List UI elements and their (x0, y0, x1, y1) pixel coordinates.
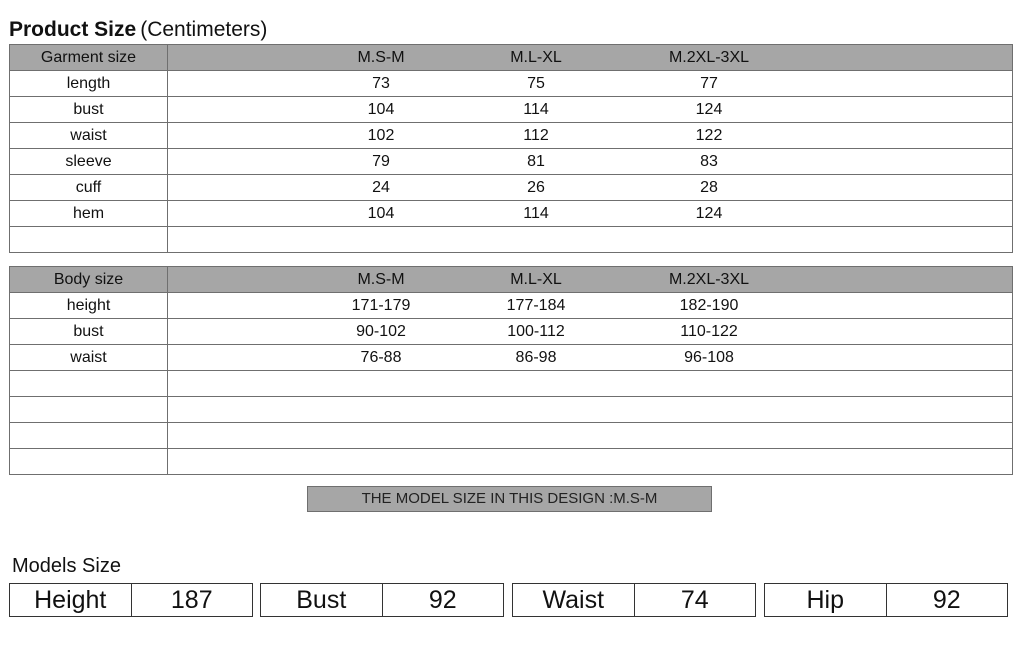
row-label: sleeve (10, 149, 168, 175)
size-value: 76-88 (360, 348, 402, 366)
value-cell (168, 149, 1013, 175)
empty-cell (10, 227, 168, 253)
size-column-header: M.S-M (357, 270, 405, 288)
model-measure-waist (512, 583, 756, 617)
size-value: 83 (700, 152, 718, 170)
size-value: 177-184 (506, 296, 566, 314)
size-value: 102 (367, 126, 395, 144)
size-value: 110-122 (680, 322, 738, 340)
size-value: 122 (695, 126, 723, 144)
model-measure-hip (764, 583, 1008, 617)
table-header-label: Garment size (10, 45, 168, 71)
row-label: waist (10, 123, 168, 149)
title-unit: (Centimeters) (140, 18, 268, 41)
value-cell (168, 201, 1013, 227)
model-measure-value: 92 (428, 585, 457, 614)
model-measure-label: Waist (513, 584, 635, 616)
size-value: 26 (527, 178, 545, 196)
value-cell (168, 71, 1013, 97)
model-measure-value: 92 (932, 585, 961, 614)
row-label: waist (10, 345, 168, 371)
models-size-title: Models Size (12, 555, 121, 577)
page-title (9, 18, 267, 42)
empty-cell (10, 423, 168, 449)
model-measure-bust (260, 583, 504, 617)
empty-cell (168, 449, 1013, 475)
garment-size-table (9, 44, 1013, 253)
size-value: 124 (695, 100, 723, 118)
table-row (10, 71, 1013, 97)
size-column-header: M.L-XL (510, 270, 562, 288)
model-measure-label: Height (10, 584, 132, 616)
body-size-table (9, 266, 1013, 475)
model-measure-value: 74 (680, 585, 709, 614)
empty-cell (168, 397, 1013, 423)
header-size-cell (168, 267, 1013, 293)
table-row (10, 149, 1013, 175)
empty-cell (10, 397, 168, 423)
empty-cell (168, 423, 1013, 449)
table-row (10, 201, 1013, 227)
size-value: 171-179 (351, 296, 411, 314)
model-measure-value: 187 (170, 585, 213, 614)
table-row (10, 175, 1013, 201)
size-column-header: M.2XL-3XL (668, 270, 750, 288)
model-measure-label: Bust (261, 584, 383, 616)
table-header-row (10, 45, 1013, 71)
empty-row (10, 227, 1013, 253)
table-header-label: Body size (10, 267, 168, 293)
empty-cell (10, 449, 168, 475)
row-label: bust (10, 319, 168, 345)
size-value: 104 (367, 100, 395, 118)
size-value: 81 (527, 152, 545, 170)
empty-row (10, 449, 1013, 475)
size-value: 79 (372, 152, 390, 170)
table-row (10, 319, 1013, 345)
value-cell (168, 293, 1013, 319)
table-row (10, 345, 1013, 371)
size-column-header: M.2XL-3XL (668, 48, 750, 66)
size-value: 24 (372, 178, 390, 196)
size-value: 182-190 (679, 296, 739, 314)
model-measure-label: Hip (765, 584, 887, 616)
table-row (10, 123, 1013, 149)
table-row (10, 97, 1013, 123)
row-label: hem (10, 201, 168, 227)
row-label: bust (10, 97, 168, 123)
model-measure-height (9, 583, 253, 617)
size-value: 100-112 (507, 322, 565, 340)
value-cell (168, 175, 1013, 201)
value-cell (168, 345, 1013, 371)
size-column-header: M.L-XL (510, 48, 562, 66)
value-cell (168, 123, 1013, 149)
size-value: 28 (700, 178, 718, 196)
header-size-cell (168, 45, 1013, 71)
empty-cell (168, 227, 1013, 253)
empty-cell (10, 371, 168, 397)
row-label: length (10, 71, 168, 97)
empty-row (10, 423, 1013, 449)
model-size-note: THE MODEL SIZE IN THIS DESIGN :M.S-M (307, 486, 712, 512)
value-cell (168, 319, 1013, 345)
row-label: height (10, 293, 168, 319)
empty-row (10, 397, 1013, 423)
empty-row (10, 371, 1013, 397)
table-header-row (10, 267, 1013, 293)
size-value: 86-98 (515, 348, 557, 366)
row-label: cuff (10, 175, 168, 201)
size-value: 73 (372, 74, 390, 92)
empty-cell (168, 371, 1013, 397)
size-value: 124 (695, 204, 723, 222)
size-value: 114 (523, 100, 549, 118)
size-value: 114 (523, 204, 549, 222)
size-value: 90-102 (356, 322, 406, 340)
size-value: 112 (523, 126, 549, 144)
size-value: 96-108 (684, 348, 734, 366)
size-value: 104 (367, 204, 395, 222)
size-value: 75 (527, 74, 545, 92)
table-row (10, 293, 1013, 319)
title-main: Product Size (9, 18, 137, 41)
size-column-header: M.S-M (357, 48, 405, 66)
size-value: 77 (700, 74, 718, 92)
value-cell (168, 97, 1013, 123)
